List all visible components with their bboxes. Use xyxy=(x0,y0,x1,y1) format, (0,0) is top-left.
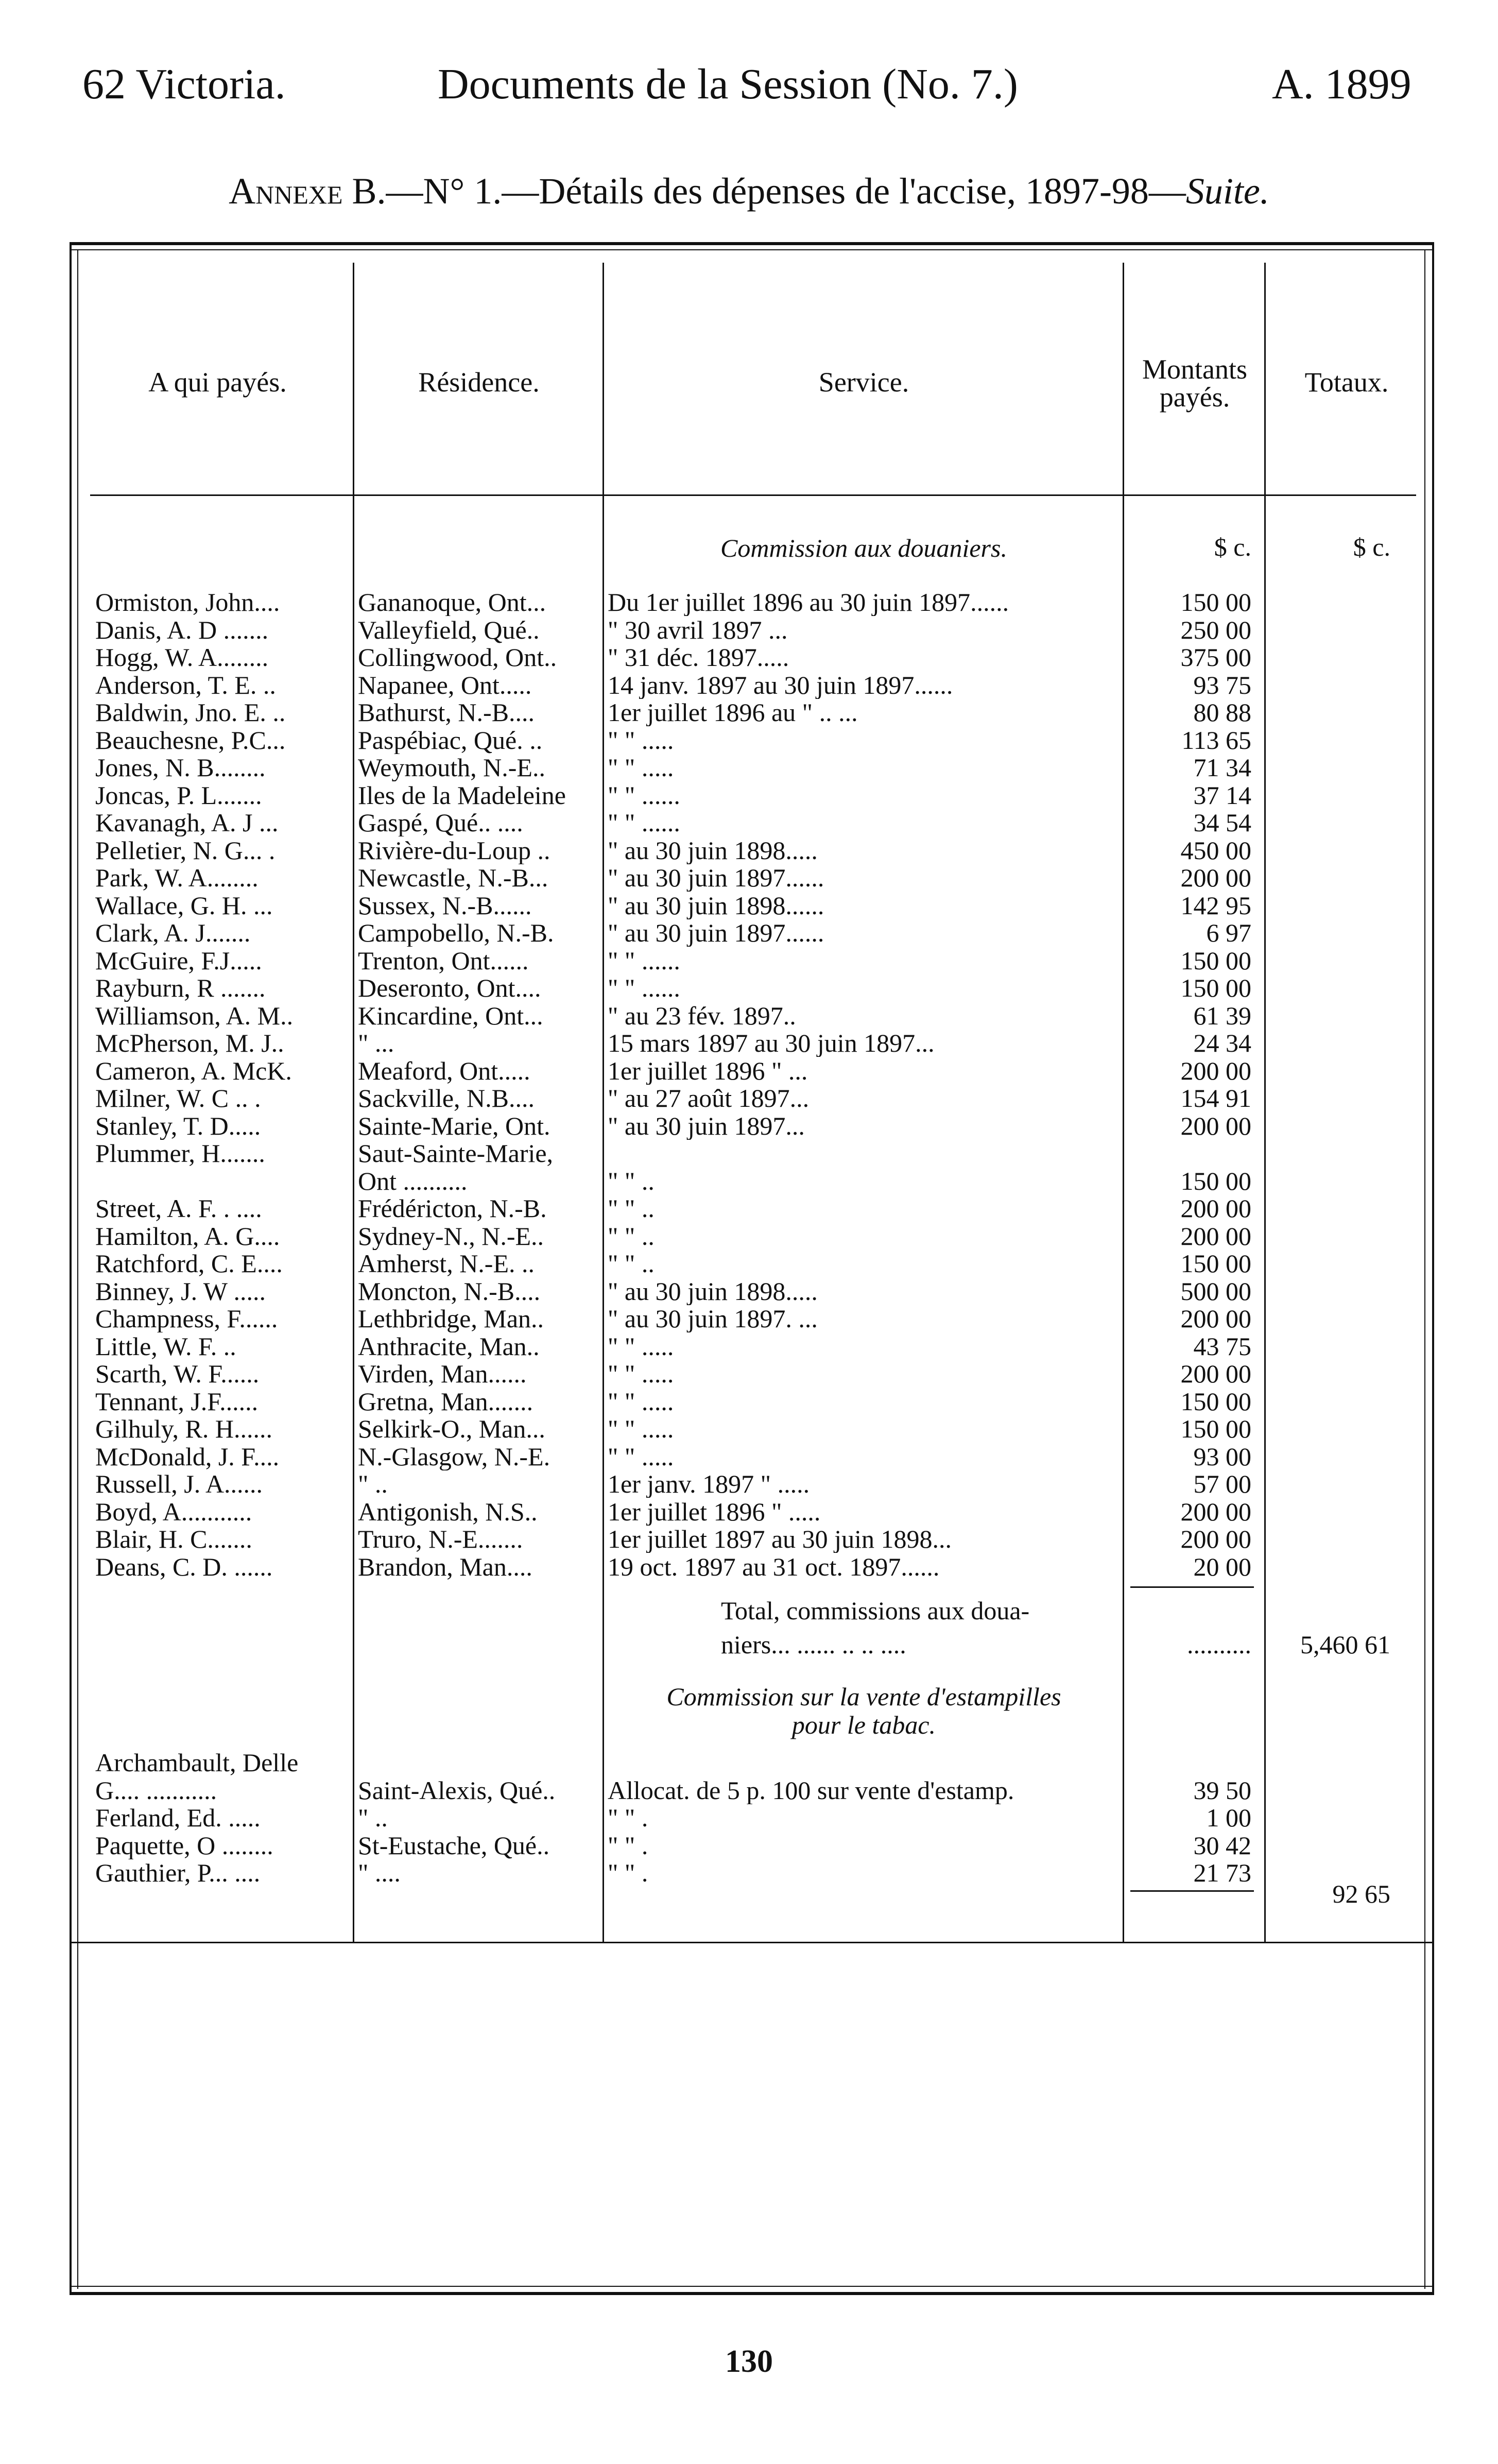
table-row xyxy=(0,781,1498,809)
section2-title-1: Commission sur la vente d'estampilles xyxy=(666,1682,1061,1711)
section2-total-row xyxy=(0,1880,1498,1908)
service: 1er juillet 1897 au 30 juin 1898... xyxy=(608,1525,952,1553)
residence: Collingwood, Ont.. xyxy=(358,643,557,671)
payee-name: Paquette, O ........ xyxy=(95,1831,273,1859)
residence: " .... xyxy=(358,1859,401,1887)
table-row xyxy=(0,1305,1498,1332)
service: " au 27 août 1897... xyxy=(608,1084,810,1112)
payee-name: Milner, W. C .. . xyxy=(95,1084,261,1112)
residence: Truro, N.-E....... xyxy=(358,1525,523,1553)
section1-total-line1 xyxy=(0,1597,1498,1624)
service: " " ..... xyxy=(608,1415,674,1443)
amount-paid: 1 00 xyxy=(1206,1804,1251,1832)
table-row xyxy=(0,1804,1498,1832)
residence: N.-Glasgow, N.-E. xyxy=(358,1442,550,1470)
amount-paid: 71 34 xyxy=(1193,754,1251,781)
service: 19 oct. 1897 au 31 oct. 1897...... xyxy=(608,1552,940,1581)
col-head-residence: Résidence. xyxy=(418,367,540,398)
amount-paid: 24 34 xyxy=(1193,1029,1251,1057)
table-row xyxy=(0,1749,1498,1776)
table-row xyxy=(0,974,1498,1002)
residence: Antigonish, N.S.. xyxy=(358,1497,538,1526)
amount-paid: 150 00 xyxy=(1180,1250,1251,1277)
amount-paid: 150 00 xyxy=(1180,946,1251,974)
annex-main: B.—N° 1.—Détails des dépenses de l'accise, 1897-98— xyxy=(342,170,1186,212)
col-head-amount-line2: payés. xyxy=(1159,382,1230,413)
table-row xyxy=(0,919,1498,947)
amount-paid: 21 73 xyxy=(1193,1859,1251,1887)
residence: Gananoque, Ont... xyxy=(358,588,546,616)
service: " au 30 juin 1897. ... xyxy=(608,1305,818,1332)
payee-name: Rayburn, R ....... xyxy=(95,974,266,1002)
residence: Frédéricton, N.-B. xyxy=(358,1194,547,1222)
amount-paid: 200 00 xyxy=(1180,864,1251,892)
table-row xyxy=(0,1498,1498,1526)
amount-paid: 200 00 xyxy=(1180,1360,1251,1388)
table-bottom-border-inner xyxy=(70,2286,1434,2287)
service: 1er juillet 1896 " ... xyxy=(608,1056,808,1085)
service: 1er janv. 1897 " ..... xyxy=(608,1470,810,1498)
table-row xyxy=(0,754,1498,781)
service: 1er juillet 1896 au " .. ... xyxy=(608,698,858,726)
residence: St-Eustache, Qué.. xyxy=(358,1831,550,1859)
residence: Bathurst, N.-B.... xyxy=(358,698,535,726)
table-row xyxy=(0,1776,1498,1804)
table-row xyxy=(0,1388,1498,1415)
service: " au 30 juin 1898..... xyxy=(608,836,818,864)
service: " " . xyxy=(608,1831,648,1859)
amount-paid: 113 65 xyxy=(1181,726,1251,754)
amount-paid: 20 00 xyxy=(1193,1552,1251,1581)
header-underline xyxy=(90,494,1416,496)
residence: Iles de la Madeleine xyxy=(358,781,566,809)
service: " 31 déc. 1897..... xyxy=(608,643,789,671)
residence: Campobello, N.-B. xyxy=(358,919,554,947)
service: " " ..... xyxy=(608,726,674,754)
residence: Saint-Alexis, Qué.. xyxy=(358,1776,556,1804)
payee-name: McGuire, F.J..... xyxy=(95,946,262,974)
col-head-amount-line1: Montants xyxy=(1142,354,1247,385)
payee-name: Ormiston, John.... xyxy=(95,588,280,616)
section2-title-2: pour le tabac. xyxy=(791,1710,936,1739)
col-head-service: Service. xyxy=(818,367,909,398)
table-row xyxy=(0,1139,1498,1167)
amount-paid: 80 88 xyxy=(1193,698,1251,726)
payee-name: Jones, N. B........ xyxy=(95,754,266,781)
service: " " .. xyxy=(608,1167,655,1195)
amount-paid: 150 00 xyxy=(1180,974,1251,1002)
amount-paid: 6 97 xyxy=(1206,919,1251,947)
service: " au 23 fév. 1897.. xyxy=(608,1001,796,1030)
table-row xyxy=(0,1002,1498,1030)
payee-name: G.... ........... xyxy=(95,1776,217,1804)
table-row xyxy=(0,1832,1498,1859)
payee-name: Kavanagh, A. J ... xyxy=(95,809,279,836)
payee-name: Gilhuly, R. H...... xyxy=(95,1415,272,1443)
annex-prefix: Annexe xyxy=(229,170,343,212)
payee-name: Anderson, T. E. .. xyxy=(95,671,276,699)
amount-paid: 150 00 xyxy=(1180,588,1251,616)
table-row xyxy=(0,809,1498,836)
section2-total-value: 92 65 xyxy=(1332,1880,1390,1908)
payee-name: Park, W. A........ xyxy=(95,864,259,892)
table-bottom-border xyxy=(70,2292,1434,2295)
residence: Sackville, N.B.... xyxy=(358,1084,535,1112)
payee-name: Hogg, W. A........ xyxy=(95,643,269,671)
residence: Lethbridge, Man.. xyxy=(358,1305,544,1332)
table-row xyxy=(0,836,1498,864)
service: " " .. xyxy=(608,1222,655,1250)
amount-paid: 142 95 xyxy=(1180,891,1251,919)
service: " " ...... xyxy=(608,809,680,836)
table-row xyxy=(0,588,1498,616)
payee-name: Cameron, A. McK. xyxy=(95,1056,292,1085)
payee-name: Beauchesne, P.C... xyxy=(95,726,286,754)
payee-name: Stanley, T. D..... xyxy=(95,1111,261,1140)
table-top-border xyxy=(70,242,1434,245)
amount-paid: 43 75 xyxy=(1193,1332,1251,1360)
table-row xyxy=(0,1525,1498,1553)
amount-paid: 57 00 xyxy=(1193,1470,1251,1498)
residence: Saut-Sainte-Marie, xyxy=(358,1139,554,1167)
residence: Virden, Man...... xyxy=(358,1360,527,1388)
payee-name: Joncas, P. L....... xyxy=(95,781,262,809)
payee-name: McDonald, J. F.... xyxy=(95,1442,280,1470)
payee-name: Little, W. F. .. xyxy=(95,1332,236,1360)
service: " " ..... xyxy=(608,754,674,781)
amount-paid: 200 00 xyxy=(1180,1497,1251,1526)
residence: Napanee, Ont..... xyxy=(358,671,532,699)
table-row xyxy=(0,698,1498,726)
amount-paid: 450 00 xyxy=(1180,836,1251,864)
amount-paid: 34 54 xyxy=(1193,809,1251,836)
residence: Gaspé, Qué.. .... xyxy=(358,809,523,836)
table-row xyxy=(0,1443,1498,1470)
section1-total-line2 xyxy=(0,1631,1498,1658)
residence: Valleyfield, Qué.. xyxy=(358,615,540,644)
amount-paid: 250 00 xyxy=(1180,615,1251,644)
annex-suffix: Suite. xyxy=(1185,170,1269,212)
residence: Ont .......... xyxy=(358,1167,468,1195)
section1-total-dots: .......... xyxy=(1187,1631,1251,1658)
header-right: A. 1899 xyxy=(1272,60,1411,108)
residence: Gretna, Man....... xyxy=(358,1387,533,1415)
payee-name: Danis, A. D ....... xyxy=(95,615,269,644)
service: " " ..... xyxy=(608,1360,674,1388)
payee-name: Blair, H. C....... xyxy=(95,1525,252,1553)
amount-total-rule xyxy=(1130,1586,1254,1588)
table-row xyxy=(0,892,1498,919)
service: Du 1er juillet 1896 au 30 juin 1897...... xyxy=(608,588,1009,616)
service: " " . xyxy=(608,1859,648,1887)
residence: Rivière-du-Loup .. xyxy=(358,836,550,864)
payee-name: Gauthier, P... .... xyxy=(95,1859,261,1887)
table-row xyxy=(0,1553,1498,1581)
amount-paid: 200 00 xyxy=(1180,1222,1251,1250)
residence: Newcastle, N.-B... xyxy=(358,864,548,892)
residence: Anthracite, Man.. xyxy=(358,1332,540,1360)
residence: Sainte-Marie, Ont. xyxy=(358,1111,550,1140)
residence: Sussex, N.-B...... xyxy=(358,891,532,919)
payee-name: Russell, J. A...... xyxy=(95,1470,263,1498)
amount-paid: 150 00 xyxy=(1180,1167,1251,1195)
payee-name: Champness, F...... xyxy=(95,1305,278,1332)
table-row xyxy=(0,1277,1498,1305)
amount-paid: 200 00 xyxy=(1180,1525,1251,1553)
amount-paid: 200 00 xyxy=(1180,1056,1251,1085)
amount-paid: 500 00 xyxy=(1180,1277,1251,1305)
residence: Selkirk-O., Man... xyxy=(358,1415,545,1443)
table-row xyxy=(0,726,1498,754)
header-center: Documents de la Session (No. 7.) xyxy=(438,60,1018,108)
table-row xyxy=(0,864,1498,892)
residence: " ... xyxy=(358,1029,394,1057)
table-top-border-inner xyxy=(70,249,1434,250)
payee-name: Street, A. F. . .... xyxy=(95,1194,262,1222)
service: " au 30 juin 1897... xyxy=(608,1111,805,1140)
service: " " ..... xyxy=(608,1332,674,1360)
amount-paid: 93 00 xyxy=(1193,1442,1251,1470)
annex-title xyxy=(0,170,1498,213)
amount-paid: 375 00 xyxy=(1180,643,1251,671)
payee-name: Baldwin, Jno. E. .. xyxy=(95,698,286,726)
amount-paid: 150 00 xyxy=(1180,1387,1251,1415)
amount-paid: 154 91 xyxy=(1180,1084,1251,1112)
table-row xyxy=(0,1057,1498,1085)
service: Allocat. de 5 p. 100 sur vente d'estamp. xyxy=(608,1776,1014,1804)
service: 14 janv. 1897 au 30 juin 1897...... xyxy=(608,671,953,699)
amount-paid: 200 00 xyxy=(1180,1305,1251,1332)
col-head-amount xyxy=(1125,355,1264,411)
service: 15 mars 1897 au 30 juin 1897... xyxy=(608,1029,935,1057)
table-body-end xyxy=(70,1942,1434,1943)
amount-paid: 200 00 xyxy=(1180,1194,1251,1222)
residence: Meaford, Ont..... xyxy=(358,1056,530,1085)
col-head-total: Totaux. xyxy=(1304,367,1389,398)
residence: Sydney-N., N.-E.. xyxy=(358,1222,544,1250)
amount-paid: 37 14 xyxy=(1193,781,1251,809)
residence: " .. xyxy=(358,1470,388,1498)
header-left: 62 Victoria. xyxy=(82,60,286,108)
table-row xyxy=(0,1415,1498,1443)
residence: Paspébiac, Qué. .. xyxy=(358,726,543,754)
payee-name: Pelletier, N. G... . xyxy=(95,836,276,864)
col-head-name: A qui payés. xyxy=(148,367,287,398)
service: " " ..... xyxy=(608,1387,674,1415)
payee-name: Clark, A. J....... xyxy=(95,919,251,947)
table-row xyxy=(0,616,1498,644)
table-row xyxy=(0,1470,1498,1498)
payee-name: Plummer, H....... xyxy=(95,1139,265,1167)
payee-name: Scarth, W. F...... xyxy=(95,1360,260,1388)
payee-name: Hamilton, A. G.... xyxy=(95,1222,280,1250)
residence: Deseronto, Ont.... xyxy=(358,974,541,1002)
payee-name: Wallace, G. H. ... xyxy=(95,891,273,919)
payee-name: Ferland, Ed. ..... xyxy=(95,1804,261,1832)
currency-amount-label: $ c. xyxy=(1214,533,1251,561)
residence: Trenton, Ont...... xyxy=(358,946,529,974)
table-row xyxy=(0,1084,1498,1112)
payee-name: Deans, C. D. ...... xyxy=(95,1552,273,1581)
residence: Amherst, N.-E. .. xyxy=(358,1250,535,1277)
table-row xyxy=(0,1029,1498,1057)
service: 1er juillet 1896 " ..... xyxy=(608,1497,821,1526)
section1-total-label-2: niers... ...... .. .. .... xyxy=(721,1631,906,1658)
section1-total-value: 5,460 61 xyxy=(1300,1631,1390,1658)
residence: Weymouth, N.-E.. xyxy=(358,754,545,781)
table-row xyxy=(0,1222,1498,1250)
section1-total-label-1: Total, commissions aux doua- xyxy=(721,1597,1030,1624)
page-number: 130 xyxy=(725,2344,773,2379)
residence: Kincardine, Ont... xyxy=(358,1001,543,1030)
payee-name: Williamson, A. M.. xyxy=(95,1001,294,1030)
service: " " ...... xyxy=(608,781,680,809)
payee-name: Ratchford, C. E.... xyxy=(95,1250,283,1277)
service: " " .. xyxy=(608,1194,655,1222)
payee-name: McPherson, M. J.. xyxy=(95,1029,284,1057)
table-row xyxy=(0,1250,1498,1277)
service: " au 30 juin 1898...... xyxy=(608,891,824,919)
table-row xyxy=(0,1112,1498,1140)
section1-title: Commission aux douaniers. xyxy=(720,534,1007,562)
service: " " . xyxy=(608,1804,648,1832)
service: " " .. xyxy=(608,1250,655,1277)
currency-total-label: $ c. xyxy=(1353,533,1390,561)
table-row xyxy=(0,947,1498,974)
residence: Moncton, N.-B.... xyxy=(358,1277,541,1305)
residence: " .. xyxy=(358,1804,388,1832)
table-row xyxy=(0,1360,1498,1388)
table-row xyxy=(0,643,1498,671)
amount-paid: 61 39 xyxy=(1193,1001,1251,1030)
service: " au 30 juin 1898..... xyxy=(608,1277,818,1305)
amount-paid: 150 00 xyxy=(1180,1415,1251,1443)
amount-paid: 93 75 xyxy=(1193,671,1251,699)
service: " 30 avril 1897 ... xyxy=(608,615,788,644)
amount-paid: 30 42 xyxy=(1193,1831,1251,1859)
payee-name: Tennant, J.F...... xyxy=(95,1387,259,1415)
service: " au 30 juin 1897...... xyxy=(608,864,824,892)
table-row xyxy=(0,1194,1498,1222)
table-row xyxy=(0,671,1498,699)
payee-name: Boyd, A........... xyxy=(95,1497,252,1526)
table-row xyxy=(0,1167,1498,1195)
service: " " ...... xyxy=(608,946,680,974)
amount-paid: 200 00 xyxy=(1180,1111,1251,1140)
payee-name: Archambault, Delle xyxy=(95,1749,299,1776)
currency-amount xyxy=(0,533,1498,561)
service: " " ...... xyxy=(608,974,680,1002)
residence: Brandon, Man.... xyxy=(358,1552,532,1581)
payee-name: Binney, J. W ..... xyxy=(95,1277,266,1305)
service: " " ..... xyxy=(608,1442,674,1470)
service: " au 30 juin 1897...... xyxy=(608,919,824,947)
table-row xyxy=(0,1332,1498,1360)
amount-paid: 39 50 xyxy=(1193,1776,1251,1804)
